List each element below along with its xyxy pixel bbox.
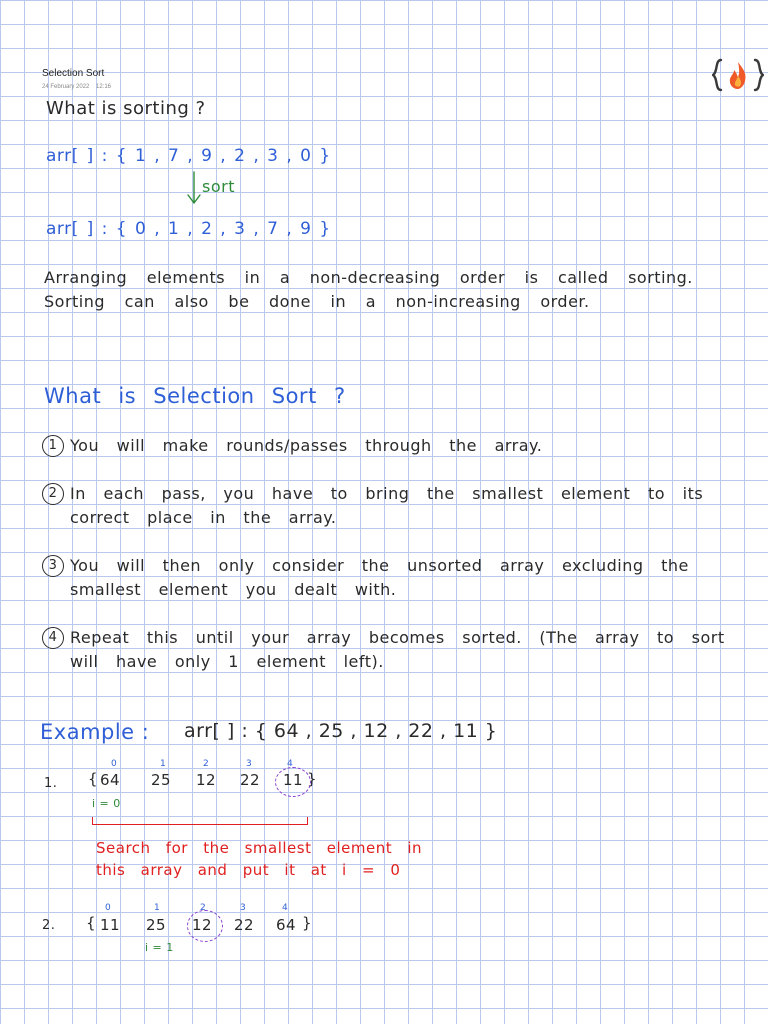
pass-2-open-brace: { [86, 914, 97, 932]
pass-2-index-2: 2 [200, 903, 206, 913]
page-time: 12:16 [96, 84, 112, 90]
step-text: You will then only consider the unsorted array excluding the smallest element you dealt with. [70, 556, 689, 599]
pass-2-pointer: i = 1 [145, 941, 174, 954]
pass-1-value-4: 11 [283, 771, 304, 789]
pass-2-index-1: 1 [154, 903, 160, 913]
step-text: In each pass, you have to bring the smallest element to its correct place in the array. [70, 484, 704, 527]
pass-1-open-brace: { [88, 770, 99, 788]
pass-1-index-4: 4 [287, 759, 293, 769]
pass-1-value-1: 25 [151, 771, 172, 789]
pass-1-index-1: 1 [160, 759, 166, 769]
example-array: arr[ ] : { 64 , 25 , 12 , 22 , 11 } [184, 720, 498, 742]
sort-arrow-icon [186, 170, 202, 206]
step-number: 3 [42, 555, 64, 577]
sorted-array: arr[ ] : { 0 , 1 , 2 , 3 , 7 , 9 } [46, 219, 331, 239]
pass-1-value-3: 22 [240, 771, 261, 789]
pass-2-index-3: 3 [240, 903, 246, 913]
selection-sort-heading: What is Selection Sort ? [44, 384, 346, 408]
step-number: 4 [42, 627, 64, 649]
min-element-circle [187, 910, 223, 942]
min-element-circle [275, 767, 311, 797]
unsorted-array: arr[ ] : { 1 , 7 , 9 , 2 , 3 , 0 } [46, 146, 331, 166]
pass-1-index-2: 2 [203, 759, 209, 769]
pass-2-value-3: 22 [234, 916, 255, 934]
pass-1-label: 1. [44, 776, 58, 791]
step-4 [42, 626, 732, 674]
pass-2-index-0: 0 [105, 903, 111, 913]
braces-flame-icon [712, 56, 764, 94]
pass-2-value-4: 64 [276, 916, 297, 934]
sorting-definition: Arranging elements in a non-decreasing order is called sorting. Sorting can also be done in a non-increasing order. [44, 268, 693, 311]
search-range-bracket [92, 817, 308, 825]
pass-2-value-2: 12 [192, 916, 213, 934]
step-number: 2 [42, 483, 64, 505]
step-2 [42, 482, 732, 530]
pass-1-pointer: i = 0 [92, 797, 121, 810]
pass-2-close-brace: } [302, 914, 313, 932]
pass-1-value-0: 64 [100, 771, 121, 789]
sorting-heading: What is sorting ? [46, 98, 206, 119]
step-text: Repeat this until your array becomes sorted. (The array to sort will have only 1 element left). [70, 628, 725, 671]
pass-1-close-brace: } [307, 770, 318, 788]
pass-1-index-0: 0 [111, 759, 117, 769]
example-label: Example : [40, 720, 150, 744]
step-3 [42, 554, 732, 602]
sort-arrow-label: sort [202, 177, 235, 196]
step-text: You will make rounds/passes through the array. [70, 436, 543, 455]
pass-2-value-0: 11 [100, 916, 121, 934]
search-note-text: Search for the smallest element in this array and put it at i = 0 [96, 839, 423, 879]
step-number: 1 [42, 435, 64, 457]
pass-2-value-1: 25 [146, 916, 167, 934]
step-1 [42, 434, 732, 458]
pass-1-value-2: 12 [196, 771, 217, 789]
page-title: Selection Sort [42, 68, 105, 79]
pass-2-index-4: 4 [282, 903, 288, 913]
page-date: 24 February 2022 [42, 84, 90, 90]
search-note [96, 837, 456, 881]
pass-2-label: 2. [42, 918, 56, 933]
pass-1-index-3: 3 [246, 759, 252, 769]
